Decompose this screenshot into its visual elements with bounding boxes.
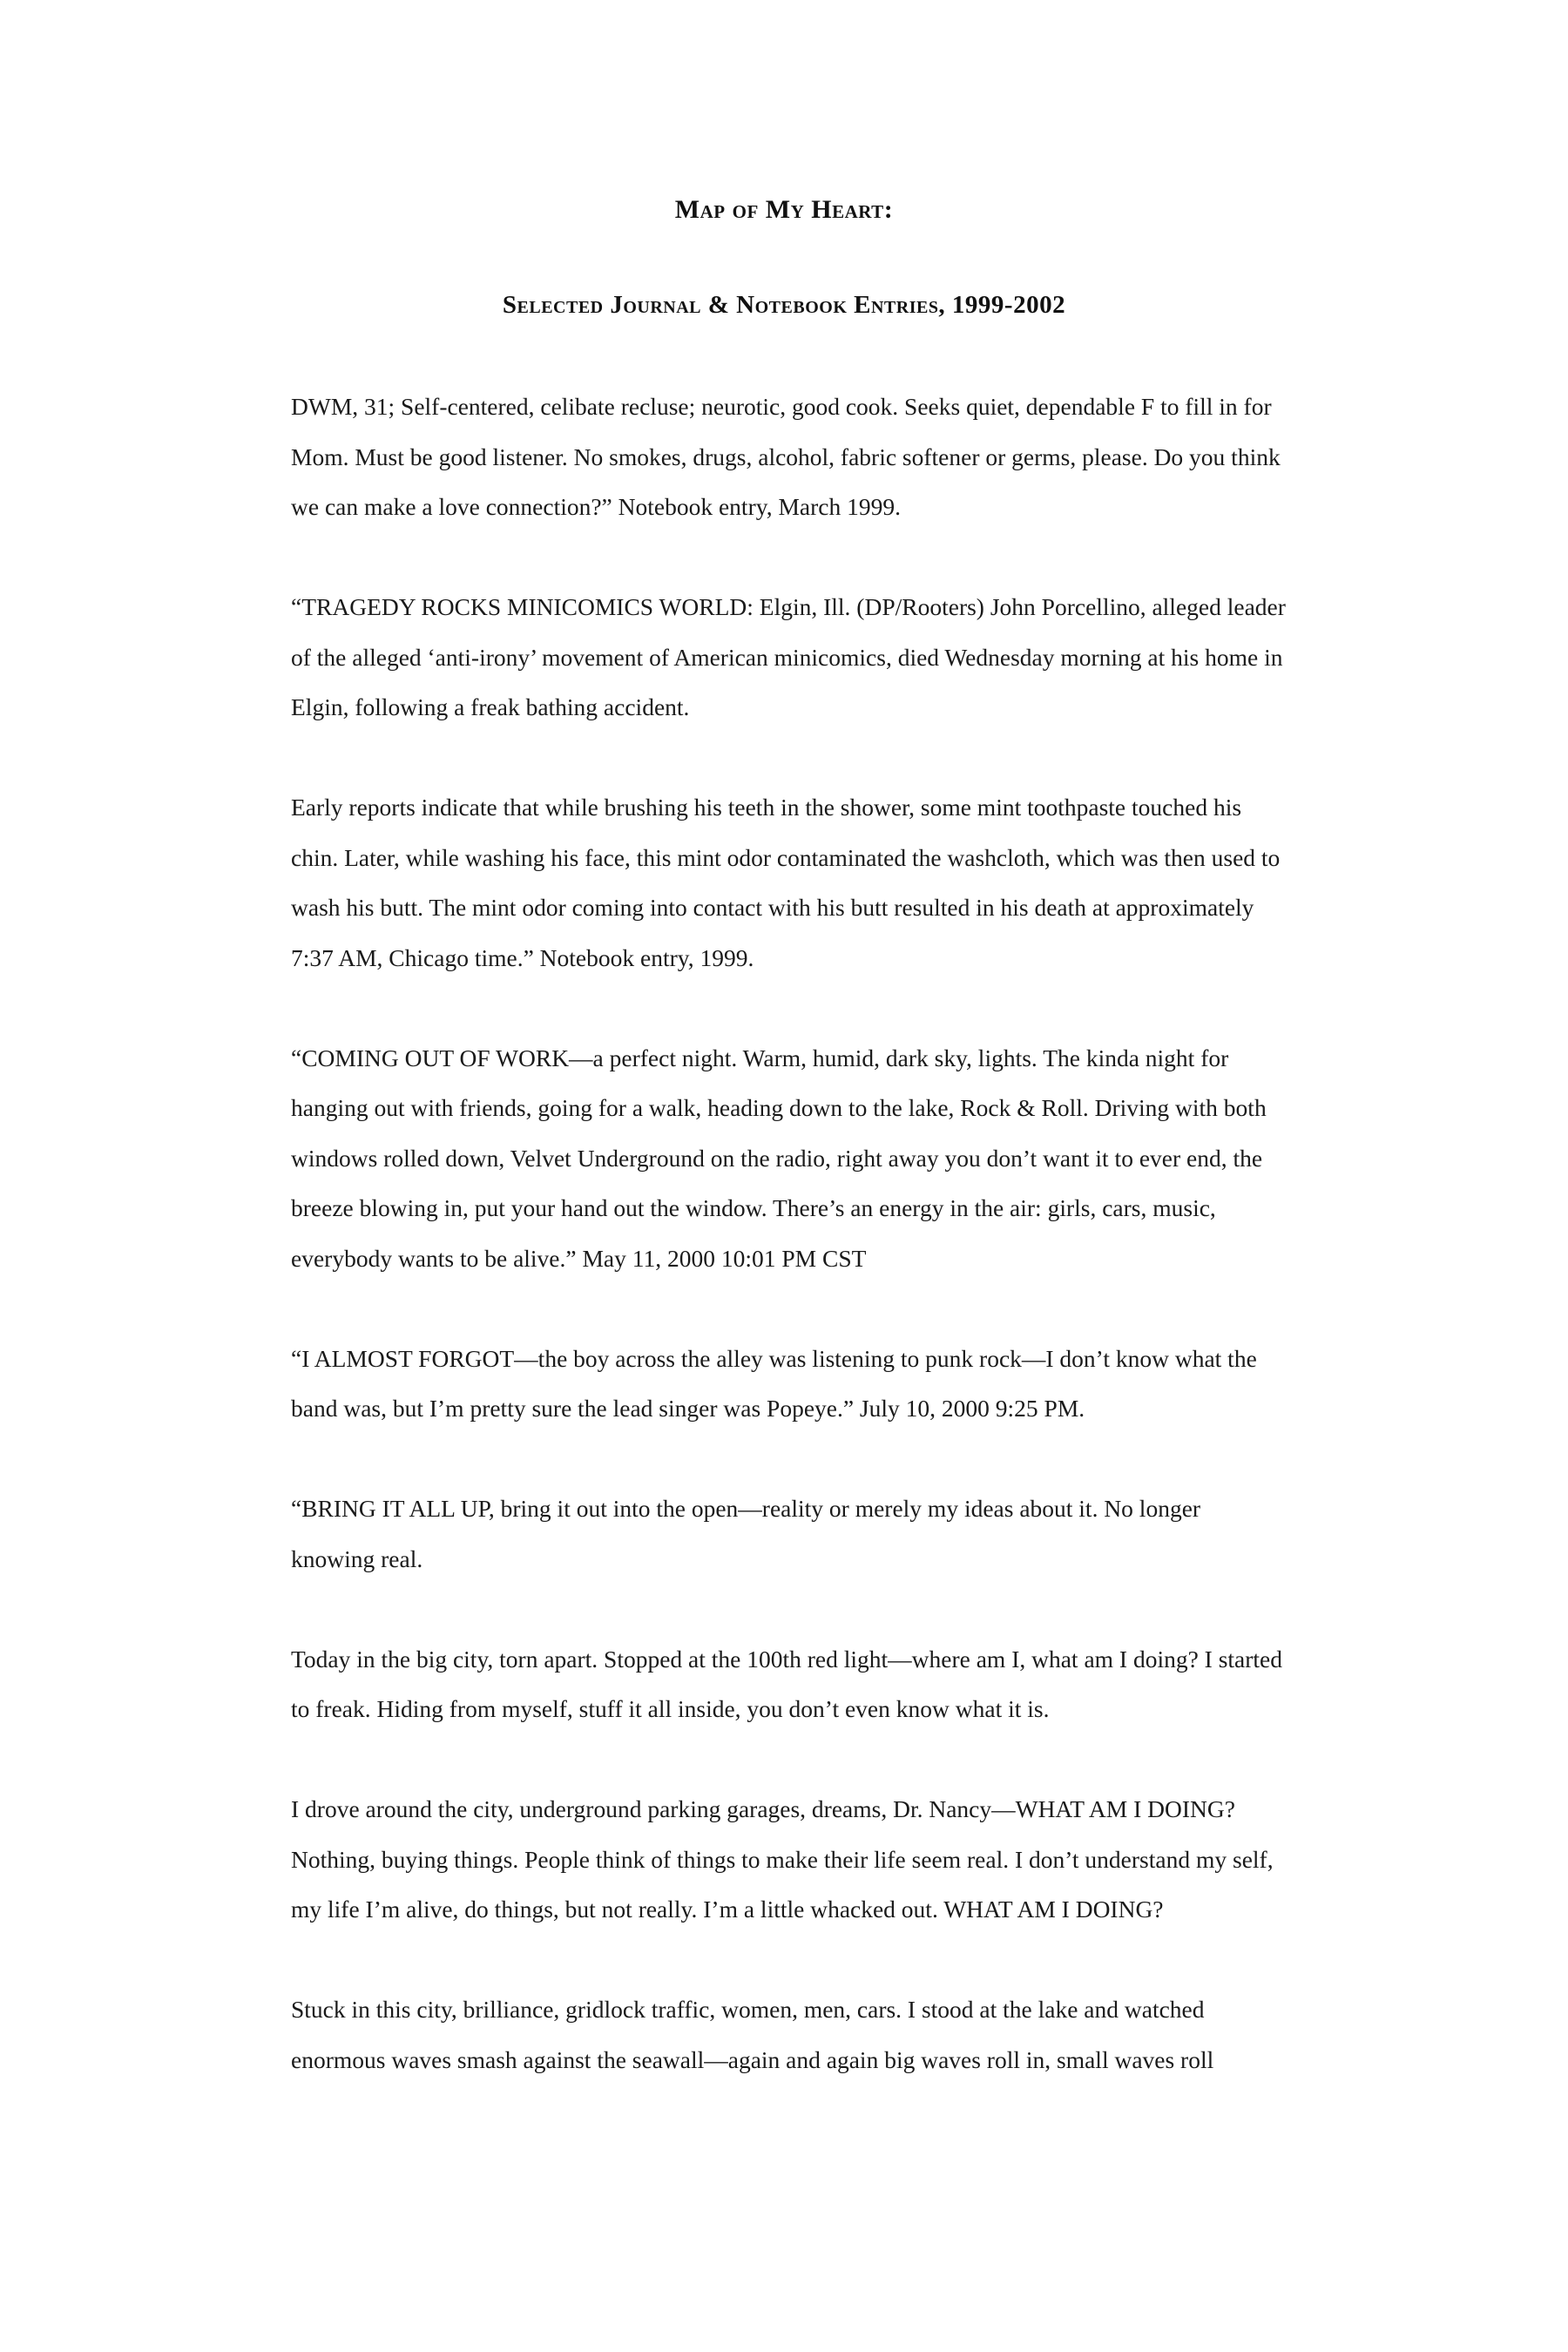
journal-body bbox=[291, 382, 1288, 2135]
paragraph-bring-it-all-up: “BRING IT ALL UP, bring it out into the open—reality or merely my ideas about it. No longer knowing real. bbox=[291, 1495, 1201, 1572]
paragraph-big-city: Today in the big city, torn apart. Stopped at the 100th red light—where am I, what am I doing? I started to freak. Hiding from myself, stuff it all inside, you don’t even know what it is. bbox=[291, 1645, 1283, 1722]
page-title: Map of My Heart: bbox=[674, 195, 894, 224]
paragraph-tragedy-headline: “TRAGEDY ROCKS MINICOMICS WORLD: Elgin, Ill. (DP/Rooters) John Porcellino, alleged leader of the alleged ‘anti-irony’ movement of American minicomics, died Wednesday morning at his home in Elgin, following a freak bathing accident. bbox=[291, 593, 1286, 720]
paragraph-drove-around: I drove around the city, underground parking garages, dreams, Dr. Nancy—WHAT AM I DOING? Nothing, buying things. People think of things to make their life seem real. I don’t understand my self, my life I’m alive, do things, but not really. I’m a little whacked out. WHAT AM I DOING? bbox=[291, 1795, 1274, 1923]
paragraph-coming-out-of-work: “COMING OUT OF WORK—a perfect night. Warm, humid, dark sky, lights. The kinda night for hanging out with friends, going for a walk, heading down to the lake, Rock & Roll. Driving with both windows rolled down, Velvet Underground on the radio, right away you don’t want it to ever end, the breeze blowing in, put your hand out the window. There’s an energy in the air: girls, cars, music, everybody wants to be alive.” May 11, 2000 10:01 PM CST bbox=[291, 1044, 1267, 1272]
paragraph-stuck-in-city: Stuck in this city, brilliance, gridlock traffic, women, men, cars. I stood at the lake and watched enormous waves smash against the seawall—again and again big waves roll in, small waves roll bbox=[291, 1996, 1214, 2073]
paragraph-early-reports: Early reports indicate that while brushing his teeth in the shower, some mint toothpaste touched his chin. Later, while washing his face, this mint odor contaminated the washcloth, which was then used to wash his butt. The mint odor coming into contact with his butt resulted in his death at approximately 7:37 AM, Chicago time.” Notebook entry, 1999. bbox=[291, 794, 1281, 971]
paragraph-almost-forgot: “I ALMOST FORGOT—the boy across the alley was listening to punk rock—I don’t know what the band was, but I’m pretty sure the lead singer was Popeye.” July 10, 2000 9:25 PM. bbox=[291, 1344, 1257, 1422]
page-subtitle: Selected Journal & Notebook Entries, 1999-2002 bbox=[502, 291, 1066, 319]
paragraph-personal-ad: DWM, 31; Self-centered, celibate recluse; neurotic, good cook. Seeks quiet, dependable F to fill in for Mom. Must be good listener. No smokes, drugs, alcohol, fabric softener or germs, please. Do you think we can make a love connection?” Notebook entry, March 1999. bbox=[291, 393, 1281, 520]
